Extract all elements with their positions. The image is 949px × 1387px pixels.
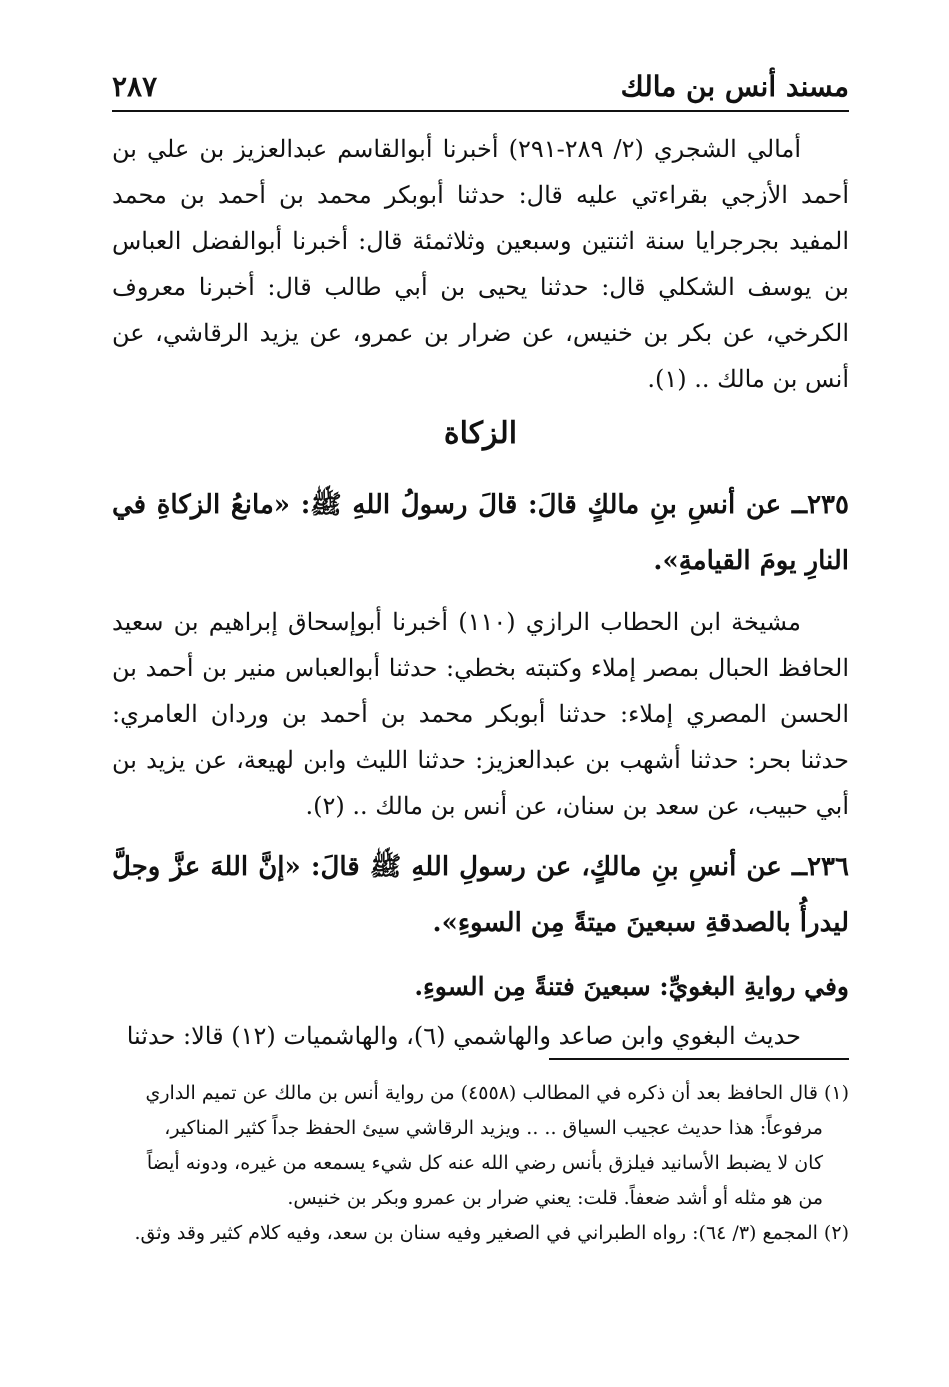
hadith-235: ٢٣٥ــ عن أنسِ بنِ مالكٍ قالَ: قالَ رسولُ اللهِ ﷺ: «مانعُ الزكاةِ في النارِ يومَ القيامةِ». [112,490,849,576]
page-header [112,66,849,106]
source-paragraph-1: أمالي الشجري (٢/ ٢٨٩-٢٩١) أخبرنا أبوالقاسم عبدالعزيز بن علي بن أحمد الأزجي بقراءتي عليه قال: حدثنا أبوبكر محمد بن أحمد بن محمد المفيد بجرجرايا سنة اثنتين وسبعين وثلاثمئة قال: أخبرنا أبوالفضل العباس بن يوسف الشكلي قال: حدثنا يحيى بن أبي طالب قال: أخبرنا معروف الكرخي، عن بكر بن خنيس، عن ضرار بن عمرو، عن يزيد الرقاشي، عن أنس بن مالك .. (١). [112,135,849,393]
page-number: ٢٨٧ [112,70,158,103]
footnote-1-line-4: من هو مثله أو أشد ضعفاً. قلت: يعني ضرار بن عمرو وبكر بن خنيس. [287,1187,823,1209]
footnote-1-line-3: كان لا يضبط الأسانيد فيلزق بأنس رضي الله عنه كل شيء يسمعه من غيره، ودونه أيضاً [146,1152,823,1174]
source-paragraph-3: حديث البغوي وابن صاعد والهاشمي (٦)، والهاشميات (١٢) قالا: حدثنا [126,1022,801,1050]
source-paragraph-2: مشيخة ابن الحطاب الرازي (١١٠) أخبرنا أبوإسحاق إبراهيم بن سعيد الحافظ الحبال بمصر إملاء وكتبته بخطي: حدثنا أبوالعباس منير بن أحمد بن الحسن المصري إملاء: حدثنا أبوبكر محمد بن أحمد بن وردان العامري: حدثنا بحر: حدثنا أشهب بن عبدالعزيز: حدثنا الليث وابن لهيعة، عن يزيد بن أبي حبيب، عن سعد بن سنان، عن أنس بن مالك .. (٢). [112,608,849,820]
header-rule [112,110,849,112]
footnote-separator [549,1058,849,1060]
hadith-236: ٢٣٦ــ عن أنسِ بنِ مالكٍ، عن رسولِ اللهِ ﷺ قالَ: «إنَّ اللهَ عزَّ وجلَّ ليدرأُ بالصدقةِ سبعينَ ميتةً مِن السوءِ». [112,852,849,938]
footnote-1-line-1: (١) قال الحافظ بعد أن ذكره في المطالب (٤٥٥٨) من رواية أنس بن مالك عن تميم الداري [145,1082,849,1104]
footnotes [108,1076,849,1251]
footnote-2: (٢) المجمع (٣/ ٦٤): رواه الطبراني في الصغير وفيه سنان بن سعد، وفيه كلام كثير وقد وثق. [134,1222,849,1244]
variant-note: وفي روايةِ البغويِّ: سبعينَ فتنةً مِن السوءِ. [414,972,849,1001]
running-title: مسند أنس بن مالك [620,70,849,103]
section-title: الزكاة [443,416,518,451]
footnote-1-line-2: مرفوعاً: هذا حديث عجيب السياق .. .. ويزيد الرقاشي سيئ الحفظ جداً كثير المناكير، [164,1117,823,1139]
main-text [112,126,849,1059]
